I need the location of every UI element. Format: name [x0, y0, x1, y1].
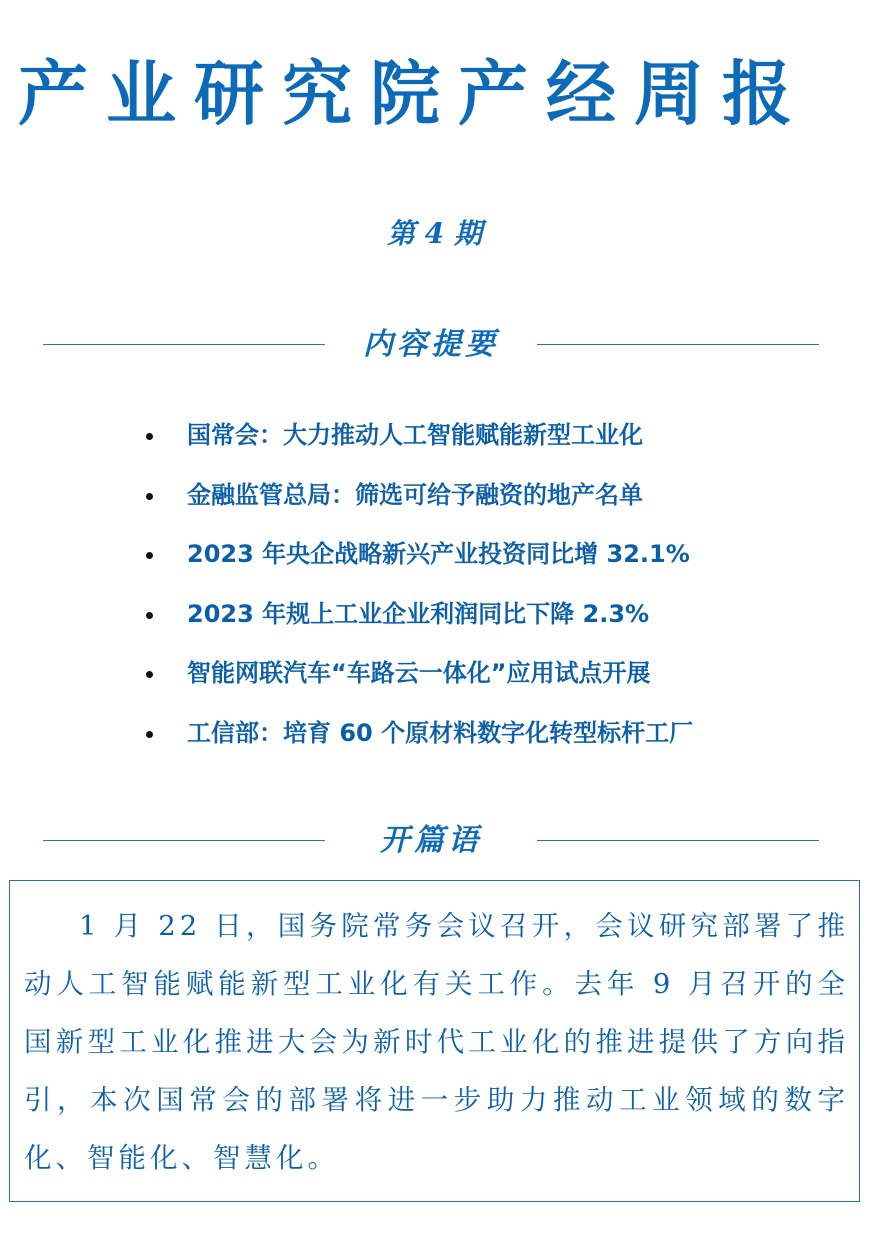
summary-section-heading	[0, 320, 869, 370]
bullet-dot-icon	[146, 493, 153, 500]
issue-number: 第 4 期	[387, 217, 482, 250]
summary-item	[146, 525, 846, 585]
summary-item	[146, 644, 846, 704]
intro-section-heading	[0, 816, 869, 866]
summary-heading-label: 内容提要	[363, 327, 499, 362]
summary-item-text: 2023 年规上工业企业利润同比下降 2.3%	[187, 599, 650, 628]
summary-item-text: 金融监管总局：筛选可给予融资的地产名单	[187, 480, 643, 509]
bullet-dot-icon	[146, 433, 153, 440]
heading-divider-left	[43, 344, 325, 345]
summary-item	[146, 466, 846, 526]
intro-heading-label: 开篇语	[380, 823, 482, 858]
intro-text-box	[9, 880, 860, 1202]
summary-item-text: 智能网联汽车“车路云一体化”应用试点开展	[187, 659, 651, 688]
heading-divider-right	[537, 344, 819, 345]
report-title: 产业研究院产经周报	[18, 53, 810, 135]
bullet-dot-icon	[146, 731, 153, 738]
summary-item	[146, 406, 846, 466]
summary-item	[146, 585, 846, 645]
summary-item	[146, 704, 846, 764]
summary-item-text: 工信部：培育 60 个原材料数字化转型标杆工厂	[187, 718, 694, 747]
bullet-dot-icon	[146, 612, 153, 619]
heading-divider-left	[43, 840, 325, 841]
intro-paragraph: 1 月 22 日，国务院常务会议召开，会议研究部署了推动人工智能赋能新型工业化有关工作。去年 9 月召开的全国新型工业化推进大会为新时代工业化的推进提供了方向指引，本次国常会的部署将进一步助力推动工业领域的数字化、智能化、智慧化。	[24, 910, 849, 1174]
bullet-dot-icon	[146, 671, 153, 678]
bullet-dot-icon	[146, 552, 153, 559]
heading-divider-right	[537, 840, 819, 841]
summary-list	[146, 406, 846, 764]
summary-item-text: 2023 年央企战略新兴产业投资同比增 32.1%	[187, 540, 690, 569]
summary-item-text: 国常会：大力推动人工智能赋能新型工业化	[187, 421, 643, 449]
